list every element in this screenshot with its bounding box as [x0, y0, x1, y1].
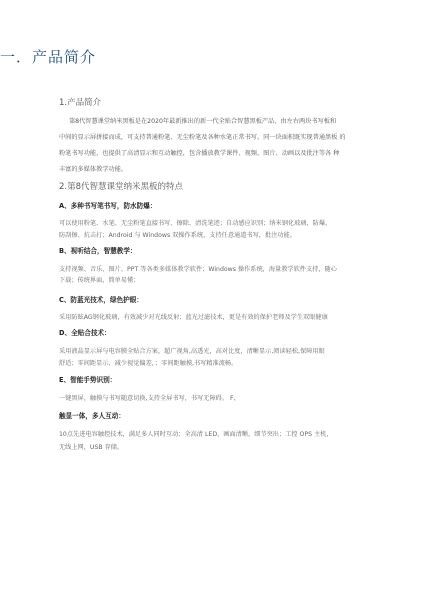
feature-line: 支持视频、音乐、图片、PPT 等各类多媒体教学软件；Windows 操作系统，海量教学软件支持，随心	[59, 266, 337, 273]
section2-heading: 2.第8代智慧课堂纳米黑板的特点	[59, 182, 184, 192]
feature-line: 防刮擦、抗击打；Android 与 Windows 双操作系统，支持任意通道书写，批注功能。	[59, 232, 296, 239]
feature-label: A、多种书写笔书写，防水防爆：	[59, 202, 157, 210]
feature-label: B、视听结合，智慧教学：	[59, 247, 137, 255]
feature-line: 无线上网，USB 存储。	[59, 444, 124, 451]
section1-heading: 1.产品简介	[59, 98, 102, 108]
feature-line: 采用液晶显示屏与电容膜全贴合方案，超广视角,高透光，高对比度，清晰显示,阅读轻松,保障用眼	[59, 348, 325, 355]
page-title: 一．产品简介	[0, 48, 97, 66]
feature-label: E、智能手势识别：	[59, 376, 117, 384]
paragraph-line: 第8代智慧课堂纳米黑板是在2020年最新推出的新一代全贴合智慧黑板产品，由左右两块书写板和	[69, 118, 337, 125]
feature-line: 可以使用粉笔、水笔、无尘粉笔直接书写、擦除、清洗笔迹；自动感应识别；纳米钢化玻璃，防爆、	[59, 220, 332, 227]
feature-label: C、防蓝光技术，绿色护眼：	[59, 296, 143, 304]
paragraph-line: 中间的显示屏拼接而成，可支持普通粉笔、无尘粉笔及各种水笔正常书写。同一块面积既实现普通黑板 的	[59, 134, 346, 141]
paragraph-line: 粉笔书写功能，也提供了高清显示和互动触控，包含播放教学课件、视频、图片、动画以及批注等各 种	[59, 150, 340, 157]
feature-line: 舒适；零间距显示，减少视觉偏差，；零间距触摸,书写精准流畅。	[59, 360, 238, 367]
feature-label: 触显一体，多人互动：	[59, 412, 125, 420]
feature-line: 10点先进电容触控技术，满足多人同时互动；全高清 LED，画面清晰，细节突出；工控 OPS 主机，	[59, 431, 333, 438]
feature-line: 下载；传统界面，简单易懂；	[59, 277, 140, 284]
paragraph-line: 丰富的多媒体教学功能。	[59, 166, 128, 173]
feature-label: D、全贴合技术：	[59, 329, 111, 337]
feature-line: 采用防眩AG钢化玻璃，有效减少对光线反射；蓝光过滤技术，更是有效的保护老师及学生双眼健康	[59, 314, 328, 321]
feature-line: 一键黑屏，触摸与书写随意切换,支持全屏书写，书写无障碍。 F、	[59, 395, 240, 402]
